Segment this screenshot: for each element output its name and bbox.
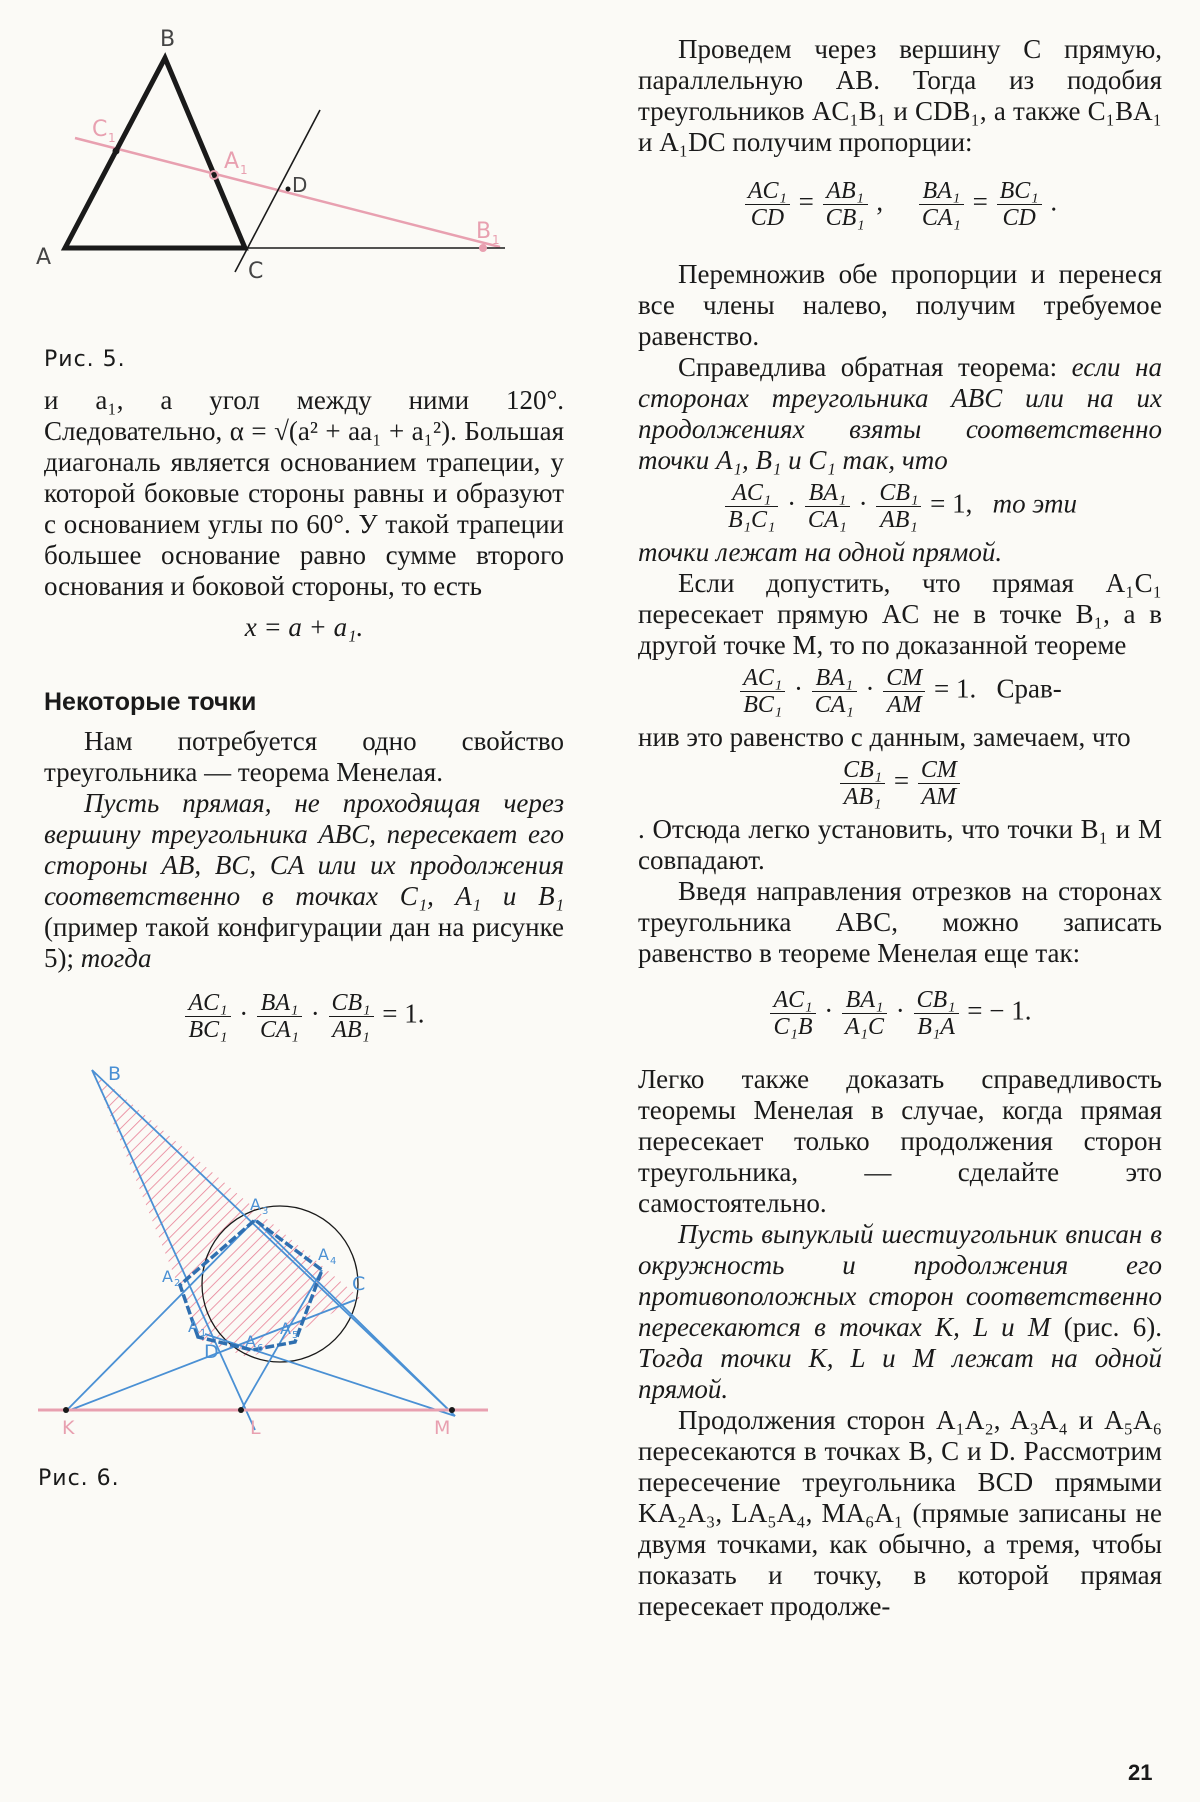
left-paragraph-2: Нам потребуется одно свойство треугольника — теорема Менелая. — [44, 726, 564, 787]
figure-5 — [20, 20, 580, 320]
equation-rhs: = 1. — [382, 998, 425, 1029]
prop-fraction-4: $\frac{\text{BC₁}}{CD}$ — [997, 178, 1042, 231]
dir-fraction-1: $\frac{\text{AC₁}}{\text{C₁B}}$ — [770, 987, 815, 1040]
equation-converse: $\frac{\text{AC₁}}{\text{B₁C₁}}$ · $\frac{\text{BA₁}}{\text{CA₁}}$ · $\frac{\text{CB₁}}{\text{AB₁}}$ = 1, то эти — [638, 480, 1162, 533]
pascal-statement: Пусть выпуклый шестиугольник вписан в окружность и продолжения его противоположных сторон соответственно пересекаются в точках K, L и M — [638, 1219, 1162, 1342]
label-a4-6-sub: 4 — [330, 1256, 337, 1267]
menelaus-statement: Пусть прямая, не проходящая через вершину треугольника ABC, пересекает его стороны AB, BC, CA или их продолжения соответственно в точках C₁, A₁ и B₁ — [44, 788, 564, 911]
label-a3-6: A — [250, 1195, 261, 1214]
proof-fraction-1: $\frac{\text{AC₁}}{\text{BC₁}}$ — [740, 665, 785, 718]
right-paragraph-4b: нив это равенство с данным, замечаем, что — [638, 722, 1131, 752]
converse-intro: Справедлива обратная теорема: — [678, 352, 1072, 382]
dir-fraction-2: $\frac{\text{BA₁}}{\text{A₁C}}$ — [842, 987, 887, 1040]
line-b-c — [92, 1070, 455, 1416]
label-a5-6-sub: 5 — [292, 1330, 299, 1341]
triangle-abc — [65, 58, 245, 248]
then-word: тогда — [80, 943, 152, 973]
label-a1-sub: 1 — [240, 163, 248, 177]
left-column — [44, 385, 564, 1059]
fraction-2: $\frac{\text{BA₁}}{\text{CA₁}}$ — [257, 990, 302, 1043]
label-a1-6-sub: 1 — [200, 1328, 207, 1339]
label-c1-sub: 1 — [108, 131, 116, 145]
label-d6: D — [204, 1341, 219, 1363]
converse-conclusion: точки лежат на одной прямой. — [638, 537, 1003, 567]
conv-fraction-1: $\frac{\text{AC₁}}{\text{B₁C₁}}$ — [725, 480, 778, 533]
cmp-fraction-2: $\frac{CM}{AM}$ — [918, 757, 960, 810]
hatched-region — [92, 1070, 360, 1358]
point-c1 — [113, 148, 120, 155]
left-paragraph-3 — [44, 788, 564, 974]
label-a2-6-sub: 2 — [174, 1278, 181, 1289]
pascal-conclusion: Тогда точки K, L и M лежат на одной прямой. — [638, 1343, 1162, 1404]
point-m — [449, 1407, 455, 1413]
equation-proportions: $\frac{\text{AC₁}}{CD}$ = $\frac{\text{AB₁}}{\text{CB₁}}$ , $\frac{\text{BA₁}}{\text{CA₁}}$ = $\frac{\text{BC₁}}{CD}$ . — [638, 178, 1162, 231]
section-heading: Некоторые точки — [44, 688, 257, 716]
label-c6: C — [352, 1273, 366, 1295]
fraction-3: $\frac{\text{CB₁}}{\text{AB₁}}$ — [329, 990, 374, 1043]
label-a5-6: A — [280, 1319, 291, 1338]
proof-rhs: = 1. — [934, 673, 977, 704]
label-d: D — [292, 173, 308, 197]
right-column — [638, 34, 1162, 1622]
label-b1-sub: 1 — [492, 233, 500, 247]
label-a2-6: A — [162, 1267, 173, 1286]
fig6-reference: (рис. 6). — [1050, 1312, 1162, 1342]
right-paragraph-8: Продолжения сторон A₁A₂, A₃A₄ и A₅A₆ пересекаются в точках B, C и D. Рассмотрим пересечение треугольника BCD прямыми KA₂A₃, LA₅A₄, MA₆A₁ (прямые записаны не двумя точками, как обычно, а тремя, чтобы показать и точку, в которой прямая пересекает продолже- — [638, 1405, 1162, 1621]
conv-fraction-2: $\frac{\text{BA₁}}{\text{CA₁}}$ — [805, 480, 850, 533]
converse-statement: если на сторонах треугольника ABC или на их продолжениях взяты соответственно точки A₁, B₁ и C₁ так, что — [638, 352, 1162, 475]
equation-directed: $\frac{\text{AC₁}}{\text{C₁B}}$ · $\frac{\text{BA₁}}{\text{A₁C}}$ · $\frac{\text{CB₁}}{\text{B₁A}}$ = − 1. — [638, 987, 1162, 1040]
label-m: M — [434, 1417, 451, 1439]
equation-menelaus: $\frac{\text{AC₁}}{\text{BC₁}}$ · $\frac{\text{BA₁}}{\text{CA₁}}$ · $\frac{\text{CB₁}}{\text{AB₁}}$ = 1. — [44, 990, 564, 1043]
prop-fraction-2: $\frac{\text{AB₁}}{\text{CB₁}}$ — [823, 178, 868, 231]
right-paragraph-1: Проведем через вершину C прямую, параллельную AB. Тогда из подобия треугольников AC₁B₁ и CDB₁, а также C₁BA₁ и A₁DC получим пропорции: — [638, 34, 1162, 157]
point-b1 — [479, 244, 487, 252]
prop-fraction-1: $\frac{\text{AC₁}}{CD}$ — [745, 178, 790, 231]
figure-6 — [30, 1060, 570, 1490]
formula-x: x = a + a₁. — [244, 612, 364, 642]
point-l — [238, 1407, 244, 1413]
label-a6-6: A — [245, 1332, 256, 1351]
right-paragraph-7 — [638, 1219, 1162, 1405]
dir-rhs: = − 1. — [967, 995, 1032, 1026]
label-a: A — [36, 245, 52, 270]
point-d — [286, 187, 291, 192]
label-b1: B — [476, 219, 492, 244]
proof-fraction-3: $\frac{CM}{AM}$ — [883, 665, 925, 718]
label-a1-6: A — [188, 1317, 199, 1336]
equation-proof: $\frac{\text{AC₁}}{\text{BC₁}}$ · $\frac{\text{BA₁}}{\text{CA₁}}$ · $\frac{CM}{AM}$ = 1. Срав- — [638, 665, 1162, 718]
figure-reference: (пример такой конфигурации дан на рисунке 5); — [44, 912, 564, 973]
conv-rhs: = 1, — [930, 488, 973, 519]
cmp-fraction-1: $\frac{\text{CB₁}}{\text{AB₁}}$ — [840, 757, 885, 810]
label-c1: C — [92, 117, 108, 142]
line-c1-b1 — [75, 138, 500, 247]
label-k: K — [62, 1417, 75, 1439]
label-a6-6-sub: 6 — [257, 1343, 264, 1354]
left-paragraph-1: и a₁, а угол между ними 120°. Следовательно, α = √(a² + aa₁ + a₁²). Большая диагональ является основанием трапеции, у которой боковые стороны равны и образуют с основанием углы по 60°. У такой трапеции большее основание равно сумме второго основания и боковой стороны, то есть — [44, 385, 564, 601]
prop-fraction-3: $\frac{\text{BA₁}}{\text{CA₁}}$ — [919, 178, 964, 231]
right-paragraph-3 — [638, 352, 1162, 476]
equation-compare: $\frac{\text{CB₁}}{\text{AB₁}}$ = $\frac{CM}{AM}$ — [638, 757, 1162, 810]
label-a4-6: A — [318, 1245, 329, 1264]
point-k — [63, 1407, 69, 1413]
dir-fraction-3: $\frac{\text{CB₁}}{\text{B₁A}}$ — [914, 987, 959, 1040]
page-number: 21 — [1128, 1760, 1153, 1785]
label-b: B — [160, 27, 176, 52]
label-a1: A — [224, 149, 240, 174]
conv-tail: то эти — [992, 488, 1077, 519]
figure-6-caption: Рис. 6. — [38, 1466, 120, 1491]
right-paragraph-2: Перемножив обе пропорции и перенеся все члены налево, получим требуемое равенство. — [638, 259, 1162, 351]
conv-fraction-3: $\frac{\text{CB₁}}{\text{AB₁}}$ — [876, 480, 921, 533]
label-l: L — [250, 1417, 261, 1439]
proof-fraction-2: $\frac{\text{BA₁}}{\text{CA₁}}$ — [812, 665, 857, 718]
fraction-1: $\frac{\text{AC₁}}{\text{BC₁}}$ — [185, 990, 230, 1043]
label-c: C — [248, 259, 264, 284]
right-paragraph-6: Легко также доказать справедливость теоремы Менелая в случае, когда прямая пересекает только продолжения сторон треугольника, — сделайте это самостоятельно. — [638, 1064, 1162, 1218]
figure-5-caption: Рис. 5. — [44, 347, 126, 372]
right-paragraph-4c: . Отсюда легко установить, что точки B₁ и M совпадают. — [638, 814, 1162, 875]
proof-tail: Срав- — [996, 673, 1062, 704]
label-a3-6-sub: 3 — [262, 1206, 269, 1217]
right-paragraph-4: Если допустить, что прямая A₁C₁ пересекает прямую AC не в точке B₁, а в другой точке M, то по доказанной теореме — [638, 568, 1162, 660]
right-paragraph-5: Введя направления отрезков на сторонах треугольника ABC, можно записать равенство в теореме Менелая еще так: — [638, 876, 1162, 968]
label-b6: B — [108, 1063, 122, 1085]
